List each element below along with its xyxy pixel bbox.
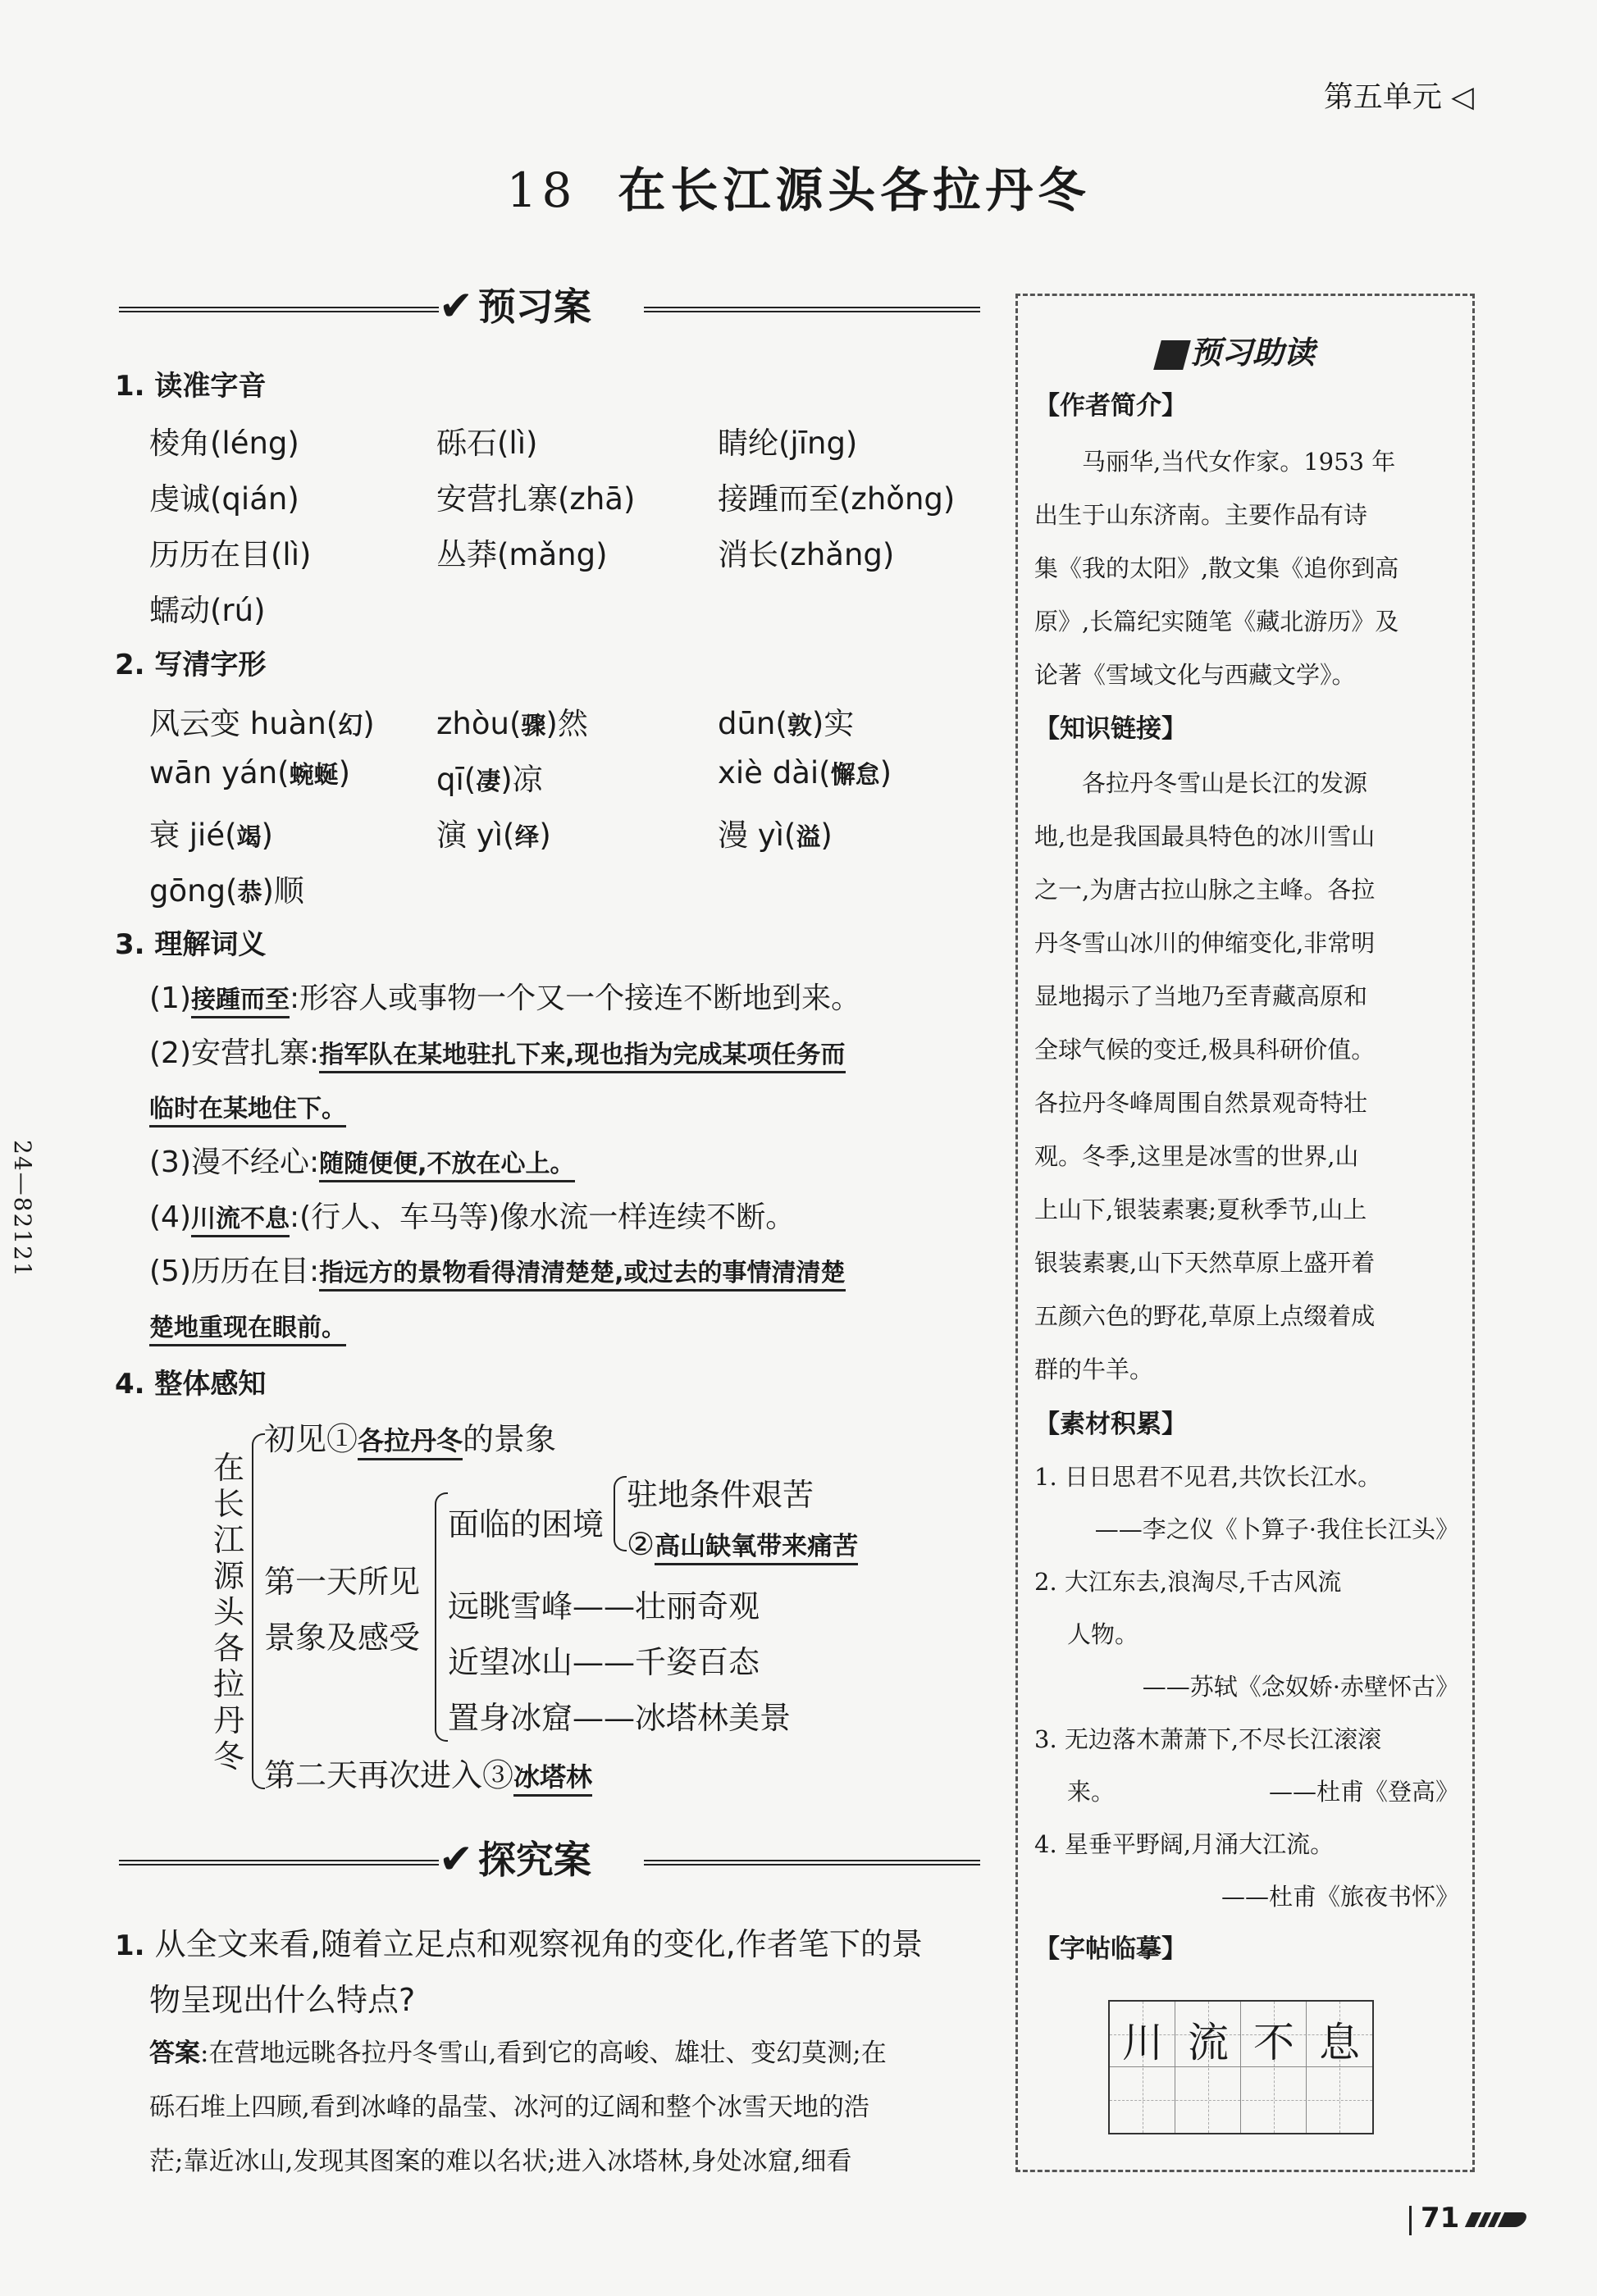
definition-5: (5)历历在目:指远方的景物看得清清楚楚,或过去的事情清清楚: [149, 1245, 986, 1301]
char-answer: 懈怠: [830, 761, 880, 790]
definition-2: (2)安营扎寨:指军队在某地驻扎下来,现也指为完成某项任务而: [149, 1027, 986, 1082]
reading-aid-icon: [1153, 340, 1191, 370]
material-item: 3. 无边落木萧萧下,不尽长江滚滚: [1034, 1725, 1382, 1753]
pron-item: 蠕动(rú): [149, 593, 266, 628]
copy-char: 息: [1319, 2019, 1360, 2066]
knowledge-line: 地,也是我国最具特色的冰川雪山: [1034, 822, 1376, 850]
tree-first-view: 初见①各拉丹冬的景象: [264, 1414, 556, 1459]
char-answer: 蜿蜒: [289, 761, 339, 790]
tree-day2: 第二天再次进入③冰塔林: [264, 1750, 592, 1795]
knowledge-line: 五颜六色的野花,草原上点缀着成: [1034, 1302, 1376, 1330]
char-answer: 敦: [787, 712, 812, 740]
author-line: 原》,长篇纪实随笔《藏北游历》及: [1034, 608, 1399, 636]
author-line: 论著《雪域文化与西藏文学》。: [1034, 661, 1356, 689]
pron-item: 砾石(lì): [436, 426, 538, 461]
author-heading: 【作者简介】: [1034, 391, 1187, 421]
explore-question-1: 1. 从全文来看,随着立足点和观察视角的变化,作者笔下的景: [115, 1926, 923, 1962]
char-item: zhòu(骤)然: [436, 706, 588, 741]
knowledge-line: 丹冬雪山冰川的伸缩变化,非常明: [1034, 929, 1376, 957]
char-item: xiè dài(懈怠): [718, 755, 892, 790]
knowledge-line: 全球气候的变迁,极具科研价值。: [1034, 1036, 1376, 1064]
tree-view3: 置身冰窟——冰塔林美景: [448, 1700, 792, 1736]
lesson-title-text: 在长江源头各拉丹冬: [618, 162, 1091, 218]
pron-item: 接踵而至(zhǒng): [718, 481, 956, 517]
char-answer: 凄: [476, 768, 501, 796]
tree-brace-day1: [435, 1492, 448, 1742]
check-icon: ✔: [439, 282, 473, 330]
tree-brace-difficulty: [614, 1476, 627, 1551]
material-source: ——杜甫《登高》: [1268, 1778, 1459, 1806]
material-item: 人物。: [1067, 1620, 1139, 1648]
tree-view1: 远眺雪峰——壮丽奇观: [448, 1588, 760, 1624]
tree-view2: 近望冰山——千姿百态: [448, 1644, 760, 1680]
explore-answer-line3: 茫;靠近冰山,发现其图案的难以名状;进入冰塔林,身处冰窟,细看: [149, 2147, 852, 2176]
char-answer: 绎: [514, 823, 540, 852]
pron-item: 消长(zhǎng): [718, 537, 895, 572]
explore-banner-label: 探究案: [477, 1838, 591, 1882]
knowledge-line: 各拉丹冬雪山是长江的发源: [1082, 769, 1368, 797]
definition-5-cont: 楚地重现在眼前。: [149, 1300, 346, 1355]
unit-label: 第五单元 ◁: [1323, 80, 1474, 114]
char-item: 风云变 huàn(幻): [149, 706, 375, 741]
knowledge-line: 上山下,银装素裹;夏秋季节,山上: [1034, 1196, 1367, 1223]
knowledge-line: 各拉丹冬峰周围自然景观奇特壮: [1034, 1089, 1368, 1117]
author-line: 集《我的太阳》,散文集《追你到高: [1034, 554, 1399, 582]
copy-char: 川: [1122, 2019, 1163, 2066]
characters-heading: 2. 写清字形: [115, 649, 267, 681]
char-item: 衰 jié(竭): [149, 818, 273, 853]
definition-2-cont: 临时在某地住下。: [149, 1081, 346, 1137]
sidebar-title: 预习助读: [1157, 327, 1315, 372]
knowledge-line: 之一,为唐古拉山脉之主峰。各拉: [1034, 876, 1376, 904]
material-source: ——李之仪《卜算子·我住长江头》: [1094, 1515, 1459, 1543]
explore-answer-line2: 砾石堆上四顾,看到冰峰的晶莹、冰河的辽阔和整个冰雪天地的浩: [149, 2093, 869, 2122]
side-code: 24—82121: [9, 1140, 36, 1278]
pron-item: 历历在目(lì): [149, 537, 312, 572]
char-answer: 恭: [237, 879, 262, 908]
reading-aid-sidebar: [1015, 294, 1475, 2172]
material-item: 4. 星垂平野阔,月涌大江流。: [1034, 1830, 1335, 1858]
char-item: gōng(恭)顺: [149, 873, 304, 909]
knowledge-line: 观。冬季,这里是冰雪的世界,山: [1034, 1142, 1359, 1170]
lesson-number: 18: [506, 162, 577, 218]
pron-item: 安营扎寨(zhā): [436, 481, 636, 517]
material-heading: 【素材积累】: [1034, 1410, 1187, 1439]
char-answer: 幻: [338, 712, 363, 740]
tree-brace-main: [252, 1433, 265, 1789]
tree-day1-line1: 第一天所见: [264, 1564, 421, 1600]
check-icon: ✔: [439, 1835, 473, 1883]
knowledge-line: 银装素裹,山下天然草原上盛开着: [1034, 1249, 1376, 1277]
pron-item: 棱角(léng): [149, 426, 299, 461]
preview-banner-label: 预习案: [477, 285, 591, 329]
char-item: qī(凄)凉: [436, 762, 543, 797]
char-answer: 骤: [521, 712, 546, 740]
page-number: 71: [1421, 2202, 1460, 2234]
explore-banner: [119, 1830, 980, 1883]
pronunciation-heading: 1. 读准字音: [115, 370, 267, 403]
knowledge-line: 显地揭示了当地乃至青藏高原和: [1034, 982, 1368, 1010]
pron-item: 丛莽(mǎng): [436, 537, 608, 572]
tree-diff2: ②高山缺氧带来痛苦: [627, 1525, 858, 1562]
preview-banner: [119, 277, 980, 330]
tree-day1-line2: 景象及感受: [264, 1620, 421, 1656]
material-item: 来。: [1067, 1778, 1116, 1806]
material-source: ——苏轼《念奴娇·赤壁怀古》: [1142, 1673, 1459, 1701]
material-item: 1. 日日思君不见君,共饮长江水。: [1034, 1463, 1382, 1491]
author-line: 马丽华,当代女作家。1953 年: [1082, 448, 1396, 476]
pron-item: 睛纶(jīng): [718, 426, 858, 461]
char-item: 演 yì(绎): [436, 818, 551, 853]
page-number-divider: [1409, 2206, 1412, 2235]
char-item: wān yán(蜿蜒): [149, 755, 351, 790]
lesson-title: [0, 152, 1597, 221]
copy-char: 流: [1188, 2019, 1229, 2066]
knowledge-line: 群的牛羊。: [1034, 1355, 1154, 1383]
tree-difficulty: 面临的困境: [448, 1506, 605, 1542]
explore-question-1-cont: 物呈现出什么特点?: [149, 1982, 416, 2018]
meanings-heading: 3. 理解词义: [115, 928, 267, 961]
definition-4: (4)川流不息:(行人、车马等)像水流一样连续不断。: [149, 1191, 795, 1246]
char-answer: 竭: [236, 823, 262, 852]
overview-heading: 4. 整体感知: [115, 1368, 267, 1401]
tree-diff1: 驻地条件艰苦: [627, 1477, 814, 1513]
pron-item: 虔诚(qián): [149, 481, 299, 517]
page-stripe-decoration: [1468, 2207, 1534, 2230]
copy-char: 不: [1253, 2019, 1294, 2066]
material-source: ——杜甫《旅夜书怀》: [1221, 1883, 1459, 1911]
definition-1: (1)接踵而至:形容人或事物一个又一个接连不断地到来。: [149, 972, 986, 1027]
explore-answer-line1: 答案:在营地远眺各拉丹冬雪山,看到它的高峻、雄壮、变幻莫测;在: [149, 2039, 887, 2068]
copybook-grid: [1108, 2000, 1374, 2134]
char-item: dūn(敦)实: [718, 706, 855, 741]
char-item: 漫 yì(溢): [718, 818, 833, 853]
copybook-heading: 【字帖临摹】: [1034, 1934, 1187, 1964]
author-line: 出生于山东济南。主要作品有诗: [1034, 501, 1368, 529]
char-answer: 溢: [796, 823, 821, 852]
definition-3: (3)漫不经心:随随便便,不放在心上。: [149, 1136, 575, 1191]
tree-root: 在长江源头各拉丹冬: [212, 1450, 244, 1774]
material-item: 2. 大江东去,浪淘尽,千古风流: [1034, 1568, 1342, 1596]
knowledge-heading: 【知识链接】: [1034, 714, 1187, 744]
